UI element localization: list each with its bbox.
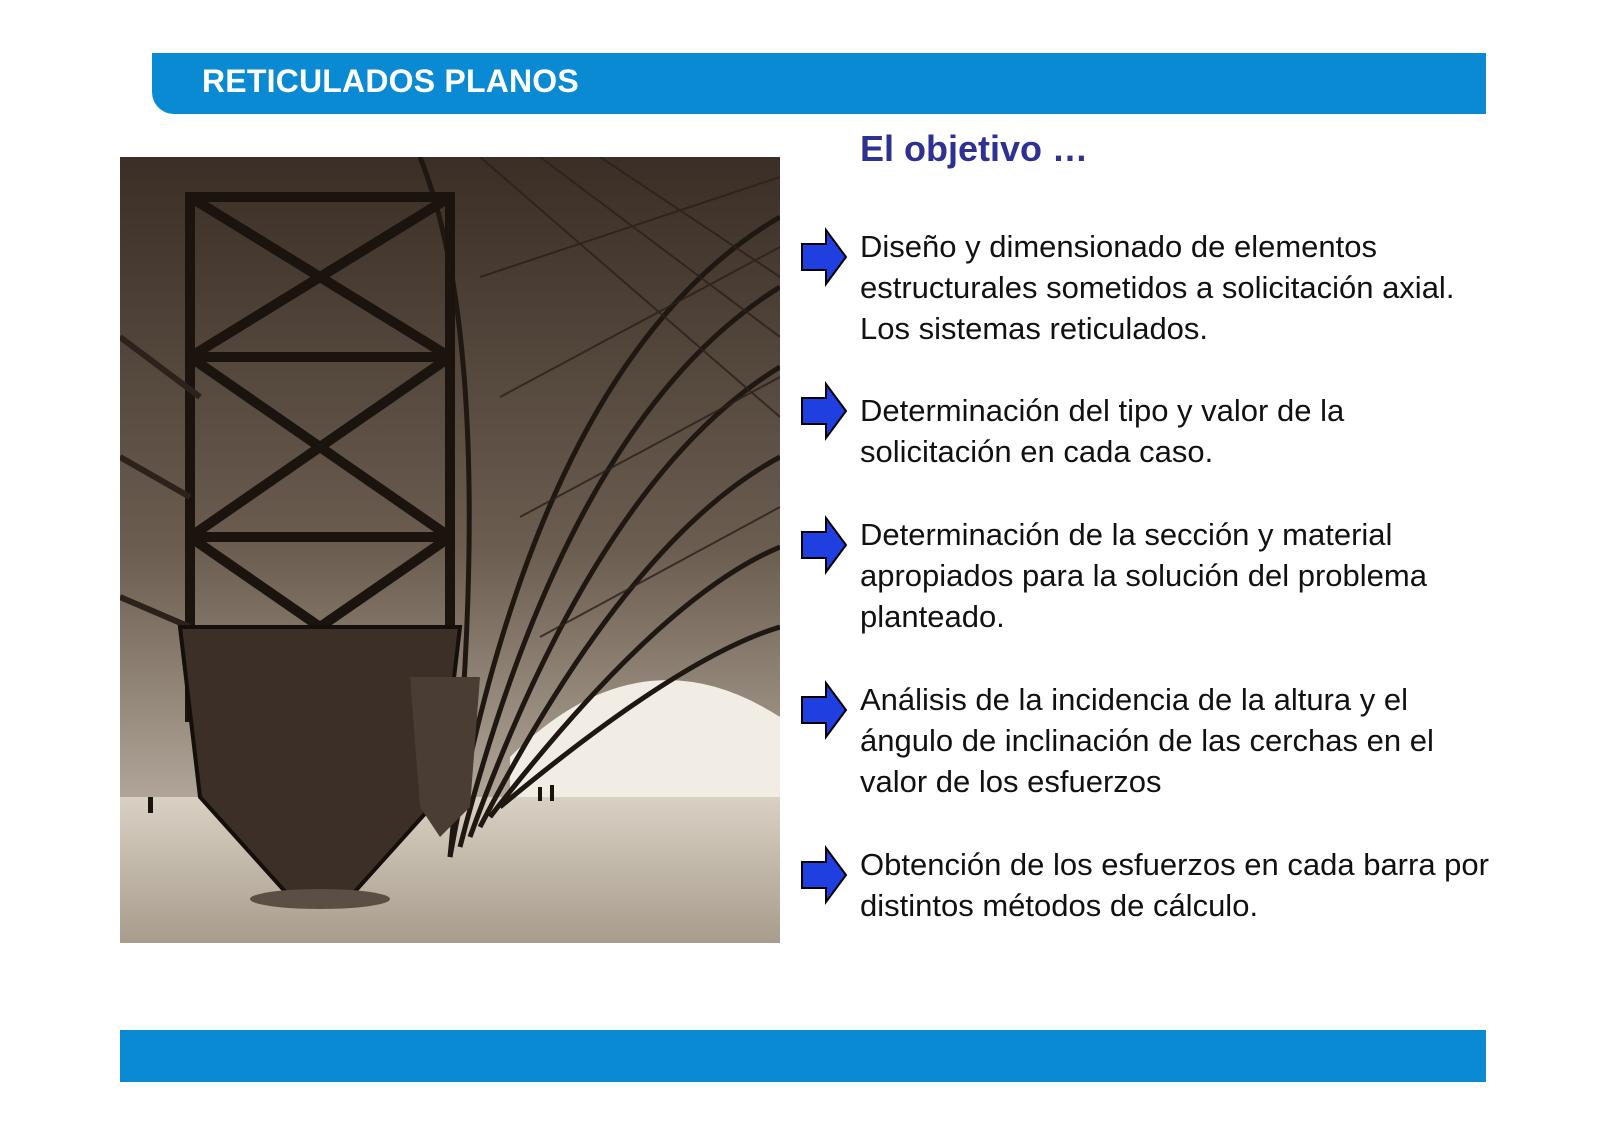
right-arrow-icon (800, 226, 850, 288)
list-item-text: Diseño y dimensionado de elementos estructurales sometidos a solicitación axial. Los sistemas reticulados. (860, 229, 1455, 346)
steel-structure-photo (120, 157, 780, 943)
list-item-text: Determinación del tipo y valor de la solicitación en cada caso. (860, 393, 1345, 469)
list-item-text: Análisis de la incidencia de la altura y el ángulo de inclinación de las cerchas en el valor de los esfuerzos (860, 682, 1434, 799)
right-arrow-icon (800, 679, 850, 741)
footer-bar (120, 1030, 1486, 1082)
right-arrow-icon (800, 844, 850, 906)
right-arrow-icon (800, 514, 850, 576)
list-item-text: Obtención de los esfuerzos en cada barra por distintos métodos de cálculo. (860, 847, 1489, 923)
right-arrow-icon (800, 380, 850, 442)
page-title: RETICULADOS PLANOS (202, 63, 579, 99)
list-item-text: Determinación de la sección y material apropiados para la solución del problema planteado. (860, 517, 1427, 634)
header-bar (152, 53, 1486, 114)
section-title: El objetivo … (860, 128, 1089, 169)
